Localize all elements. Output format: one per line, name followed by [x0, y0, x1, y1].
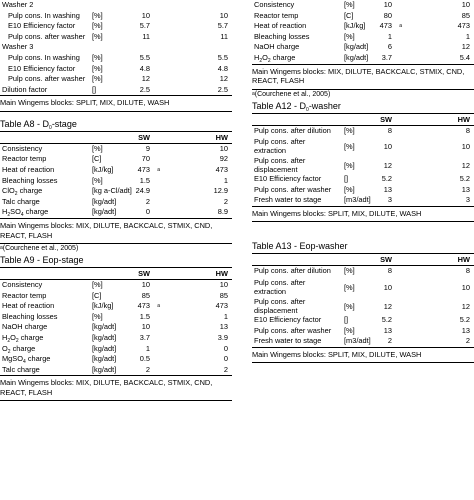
- row-label: $H_2O_2$ charge: [2, 332, 44, 344]
- row-label: Pulp cons. after extraction: [254, 137, 306, 156]
- row-hw: 473: [215, 165, 228, 175]
- row-sw: 10: [383, 283, 392, 293]
- row-label: E10 Efficiency factor: [254, 174, 322, 184]
- row-hw: 10: [461, 283, 470, 293]
- a12-rows: [252, 126, 474, 206]
- table-row: [0, 344, 232, 355]
- row-sw: 13: [383, 184, 392, 194]
- row-label: Pulp cons. In washing: [8, 10, 80, 20]
- table-row: [252, 296, 474, 315]
- row-unit: [%]: [344, 0, 355, 9]
- row-label: ClO$_2$ charge: [2, 186, 43, 198]
- reference-note: a(Courchene et al., 2005): [252, 90, 331, 98]
- table-row: [0, 64, 232, 75]
- table-header: [0, 131, 232, 144]
- row-label: Fresh water to stage: [254, 336, 322, 346]
- table-row: [252, 11, 474, 22]
- row-label: Reactor temp: [2, 290, 47, 300]
- row-unit: [kg/adt]: [92, 354, 117, 364]
- row-label: Pulp cons. after displacement: [254, 156, 306, 175]
- row-sw: 3.7: [139, 332, 150, 342]
- row-unit: [%]: [92, 280, 103, 289]
- row-unit: [%]: [344, 283, 355, 293]
- row-label: Talc charge: [2, 364, 40, 374]
- row-hw: 5.5: [217, 52, 228, 62]
- table-row: [0, 176, 232, 187]
- row-label: Bleaching losses: [2, 311, 58, 321]
- row-hw: 10: [461, 142, 470, 152]
- row-label: NaOH charge: [2, 322, 48, 332]
- table-row: [0, 32, 232, 43]
- row-label: Pulp cons. after washer: [254, 325, 332, 335]
- table-row: [0, 144, 232, 155]
- row-sw: 4.8: [139, 63, 150, 73]
- row-sw: 10: [141, 322, 150, 332]
- row-unit: [kJ/kg]: [344, 21, 366, 31]
- row-unit: [kg/adt]: [92, 332, 117, 342]
- col-hw: HW: [215, 132, 228, 142]
- row-unit: [kg/adt]: [92, 364, 117, 374]
- row-hw: 85: [219, 290, 228, 300]
- row-hw: 8: [465, 266, 470, 276]
- row-hw: 2: [223, 196, 228, 206]
- row-unit: [C]: [344, 10, 354, 20]
- row-hw: 5.2: [459, 315, 470, 325]
- row-sw: 2: [387, 336, 392, 346]
- row-sw: 10: [141, 10, 150, 20]
- row-hw: 473: [457, 21, 470, 31]
- row-unit: [%]: [92, 311, 103, 321]
- row-sw: 12: [383, 161, 392, 171]
- row-sw: 5.2: [381, 315, 392, 325]
- row-label: E10 Efficiency factor: [8, 63, 76, 73]
- row-hw: 5.7: [217, 21, 228, 31]
- col-hw: HW: [457, 255, 470, 265]
- row-label: Talc charge: [2, 196, 40, 206]
- row-unit: [%]: [92, 63, 103, 73]
- wingems-blocks: Main Wingems blocks: SPLIT, MIX, DILUTE, WASH: [252, 347, 474, 364]
- table-row: [0, 197, 232, 208]
- section-label: [0, 0, 232, 11]
- row-label: Heat of reaction: [254, 21, 307, 31]
- wingems-blocks: Main Wingems blocks: SPLIT, MIX, DILUTE, WASH: [252, 206, 474, 223]
- row-unit: [%]: [92, 143, 103, 153]
- row-unit: [C]: [92, 154, 102, 164]
- row-hw: 10: [219, 10, 228, 20]
- row-sw: 80: [383, 10, 392, 20]
- row-label: Pulp cons. after dilution: [254, 125, 331, 135]
- table-row: [0, 186, 232, 197]
- row-unit: [%]: [92, 74, 103, 84]
- row-sw: 10: [383, 0, 392, 9]
- col-sw: SW: [138, 269, 150, 278]
- row-sw: 13: [383, 325, 392, 335]
- row-hw: 12: [461, 42, 470, 52]
- table-title-a13: Table A13 - Eop-washer: [252, 241, 348, 252]
- row-hw: 2.5: [217, 84, 228, 94]
- row-sw: 10: [141, 280, 150, 289]
- table-row: [252, 336, 474, 347]
- row-label: Bleaching losses: [254, 31, 310, 41]
- row-label: Pulp cons. In washing: [8, 52, 80, 62]
- table-header: [252, 113, 474, 126]
- table-row: [0, 280, 232, 291]
- row-label: Consistency: [254, 0, 295, 9]
- table-row: [0, 154, 232, 165]
- row-label: Pulp cons. after dilution: [254, 266, 331, 276]
- footnote-marker: a: [399, 23, 402, 30]
- row-hw: 5.2: [459, 174, 470, 184]
- row-sw: 5.7: [139, 21, 150, 31]
- table-row: [0, 365, 232, 376]
- row-unit: []: [344, 315, 349, 325]
- section-label: [0, 42, 232, 53]
- table-row: [0, 11, 232, 22]
- table-row: [252, 126, 474, 137]
- row-label: E10 Efficiency factor: [8, 21, 76, 31]
- wingems-blocks: Main Wingems blocks: SPLIT, MIX, DILUTE, WASH: [0, 95, 232, 112]
- row-unit: [m3/adt]: [344, 336, 371, 346]
- col-sw: SW: [380, 255, 392, 265]
- row-unit: [kg a-Cl/adt]: [92, 186, 132, 196]
- row-unit: [%]: [92, 31, 103, 41]
- col-hw: HW: [215, 269, 228, 278]
- row-sw: 5.5: [139, 52, 150, 62]
- table-row: [252, 53, 474, 64]
- row-label: $H_2SO_4$ charge: [2, 207, 49, 219]
- table-row: [0, 322, 232, 333]
- row-sw: 3: [387, 195, 392, 205]
- table-row: [252, 326, 474, 337]
- stage-rows-continued: [252, 0, 474, 64]
- table-row: [252, 266, 474, 277]
- reference-note: a(Courchene et al., 2005): [0, 245, 79, 252]
- row-label: Reactor temp: [2, 154, 47, 164]
- row-sw: 0.5: [139, 354, 150, 364]
- table-row: [252, 174, 474, 185]
- row-hw: 3: [465, 195, 470, 205]
- table-row: [0, 53, 232, 64]
- row-hw: 2: [223, 364, 228, 374]
- row-unit: [%]: [344, 142, 355, 152]
- row-sw: 8: [387, 266, 392, 276]
- row-unit: [%]: [92, 175, 103, 185]
- row-label: Heat of reaction: [2, 165, 55, 175]
- row-hw: 10: [219, 143, 228, 153]
- row-label: Dilution factor: [2, 84, 48, 94]
- table-title-a8: Table $A8 - D_0$-stage: [0, 118, 77, 131]
- row-hw: 10: [461, 0, 470, 9]
- row-label: Pulp cons. after extraction: [254, 278, 306, 297]
- table-row: [252, 195, 474, 206]
- row-hw: 1: [465, 31, 470, 41]
- row-unit: [kg/adt]: [344, 52, 369, 62]
- row-hw: 8.9: [217, 207, 228, 217]
- row-label: Pulp cons. after washer: [254, 184, 332, 194]
- row-hw: 2: [465, 336, 470, 346]
- table-row: [0, 207, 232, 218]
- row-hw: 4.8: [217, 63, 228, 73]
- row-hw: 1: [223, 311, 228, 321]
- row-unit: [kg/adt]: [92, 196, 117, 206]
- row-unit: [m3/adt]: [344, 195, 371, 205]
- row-unit: [%]: [344, 31, 355, 41]
- row-unit: [%]: [92, 10, 103, 20]
- col-sw: SW: [380, 114, 392, 124]
- row-unit: [%]: [344, 302, 355, 312]
- row-hw: 12.9: [213, 186, 228, 196]
- row-label: Consistency: [2, 280, 43, 289]
- table-row: [252, 42, 474, 53]
- table-title-a12: Table $A12 - D_0$-washer: [252, 100, 341, 113]
- table-row: [0, 165, 232, 176]
- table-row: [252, 21, 474, 32]
- row-hw: 3.9: [217, 332, 228, 342]
- washer3-label: Washer 3: [2, 42, 34, 52]
- row-sw: 2.5: [139, 84, 150, 94]
- row-sw: 85: [141, 290, 150, 300]
- row-hw: 12: [461, 302, 470, 312]
- row-unit: []: [92, 84, 97, 94]
- wingems-blocks: Main Wingems blocks: MIX, DILUTE, BACKCALC, STMIX, CND, REACT, FLASH: [0, 218, 232, 244]
- row-sw: 10: [383, 142, 392, 152]
- row-label: $O_2$ charge: [2, 343, 36, 355]
- row-hw: 92: [219, 154, 228, 164]
- row-hw: 0: [223, 354, 228, 364]
- table-row: [0, 312, 232, 323]
- row-hw: 85: [461, 10, 470, 20]
- table-row: [0, 301, 232, 312]
- washer2-label: Washer 2: [2, 0, 34, 9]
- row-sw: 9: [145, 143, 150, 153]
- row-hw: 13: [461, 325, 470, 335]
- row-sw: 6: [387, 42, 392, 52]
- row-sw: 1: [145, 343, 150, 353]
- table-row: [252, 155, 474, 174]
- row-hw: 1: [223, 175, 228, 185]
- row-label: Reactor temp: [254, 10, 299, 20]
- row-unit: [kg/adt]: [92, 207, 117, 217]
- row-hw: 473: [215, 301, 228, 311]
- washer2-rows: [0, 11, 232, 43]
- row-sw: 5.2: [381, 174, 392, 184]
- row-label: Consistency: [2, 143, 43, 153]
- row-unit: [kJ/kg]: [92, 165, 114, 175]
- table-row: [252, 315, 474, 326]
- row-hw: 0: [223, 343, 228, 353]
- row-unit: [%]: [92, 21, 103, 31]
- table-row: [252, 32, 474, 43]
- row-sw: 24.9: [135, 186, 150, 196]
- col-hw: HW: [457, 114, 470, 124]
- left-column: [0, 0, 232, 401]
- table-row: [0, 21, 232, 32]
- table-row: [0, 354, 232, 365]
- row-label: $H_2O_2$ charge: [254, 52, 296, 64]
- row-hw: 13: [219, 322, 228, 332]
- row-hw: 10: [219, 280, 228, 289]
- washer3-rows: [0, 53, 232, 85]
- row-sw: 473: [137, 165, 150, 175]
- table-row: [252, 136, 474, 155]
- row-unit: [kg/adt]: [92, 343, 117, 353]
- wingems-blocks: Main Wingems blocks: MIX, DILUTE, BACKCALC, STMIX, CND, REACT, FLASH: [252, 64, 474, 90]
- table-title-a9: Table A9 - Eop-stage: [0, 255, 84, 265]
- table-row: [0, 85, 232, 96]
- row-sw: 473: [379, 21, 392, 31]
- footnote-marker: a: [157, 167, 160, 174]
- row-sw: 70: [141, 154, 150, 164]
- row-sw: 3.7: [381, 52, 392, 62]
- table-row: [0, 333, 232, 344]
- row-sw: 0: [145, 207, 150, 217]
- row-sw: 11: [142, 31, 150, 41]
- row-sw: 2: [145, 196, 150, 206]
- a13-rows: [252, 266, 474, 346]
- row-unit: [%]: [92, 52, 103, 62]
- row-label: Bleaching losses: [2, 175, 58, 185]
- row-unit: [%]: [344, 184, 355, 194]
- right-column: [252, 0, 474, 363]
- row-unit: []: [344, 174, 349, 184]
- row-sw: 12: [383, 302, 392, 312]
- row-unit: [kg/adt]: [344, 42, 369, 52]
- wingems-blocks: Main Wingems blocks: MIX, DILUTE, BACKCALC, STMIX, CND, REACT, FLASH: [0, 375, 232, 401]
- row-hw: 12: [219, 74, 228, 84]
- row-sw: 1: [387, 31, 392, 41]
- a9-rows: [0, 280, 232, 375]
- table-row: [0, 74, 232, 85]
- row-unit: [%]: [344, 161, 355, 171]
- row-unit: [%]: [344, 266, 355, 276]
- row-unit: [%]: [344, 125, 355, 135]
- row-hw: 8: [465, 125, 470, 135]
- table-row: [252, 0, 474, 11]
- table-row: [252, 185, 474, 196]
- row-hw: 12: [461, 161, 470, 171]
- row-hw: 13: [461, 184, 470, 194]
- row-sw: 2: [145, 364, 150, 374]
- row-sw: 473: [137, 301, 150, 311]
- row-label: Pulp cons. after washer: [8, 74, 86, 84]
- row-unit: [C]: [92, 290, 102, 300]
- row-label: Pulp cons. after washer: [8, 31, 86, 41]
- row-unit: [kJ/kg]: [92, 301, 114, 311]
- row-unit: [kg/adt]: [92, 322, 117, 332]
- row-unit: [%]: [344, 325, 355, 335]
- row-label: Fresh water to stage: [254, 195, 322, 205]
- col-sw: SW: [138, 132, 150, 142]
- washer-table-continued: [0, 0, 232, 112]
- row-label: MgSO$_4$ charge: [2, 354, 51, 366]
- row-hw: 5.4: [459, 52, 470, 62]
- row-label: Pulp cons. after displacement: [254, 297, 306, 316]
- row-sw: 8: [387, 125, 392, 135]
- row-sw: 12: [141, 74, 150, 84]
- table-header: [252, 253, 474, 266]
- table-header: [0, 267, 232, 280]
- table-row: [252, 277, 474, 296]
- a8-rows: [0, 144, 232, 218]
- row-sw: 1.5: [139, 311, 150, 321]
- footnote-marker: a: [157, 303, 160, 310]
- row-hw: 11: [220, 31, 228, 41]
- row-label: Heat of reaction: [2, 301, 55, 311]
- row-sw: 1.5: [139, 175, 150, 185]
- table-row: [0, 291, 232, 302]
- row-label: NaOH charge: [254, 42, 300, 52]
- row-label: E10 Efficiency factor: [254, 315, 322, 325]
